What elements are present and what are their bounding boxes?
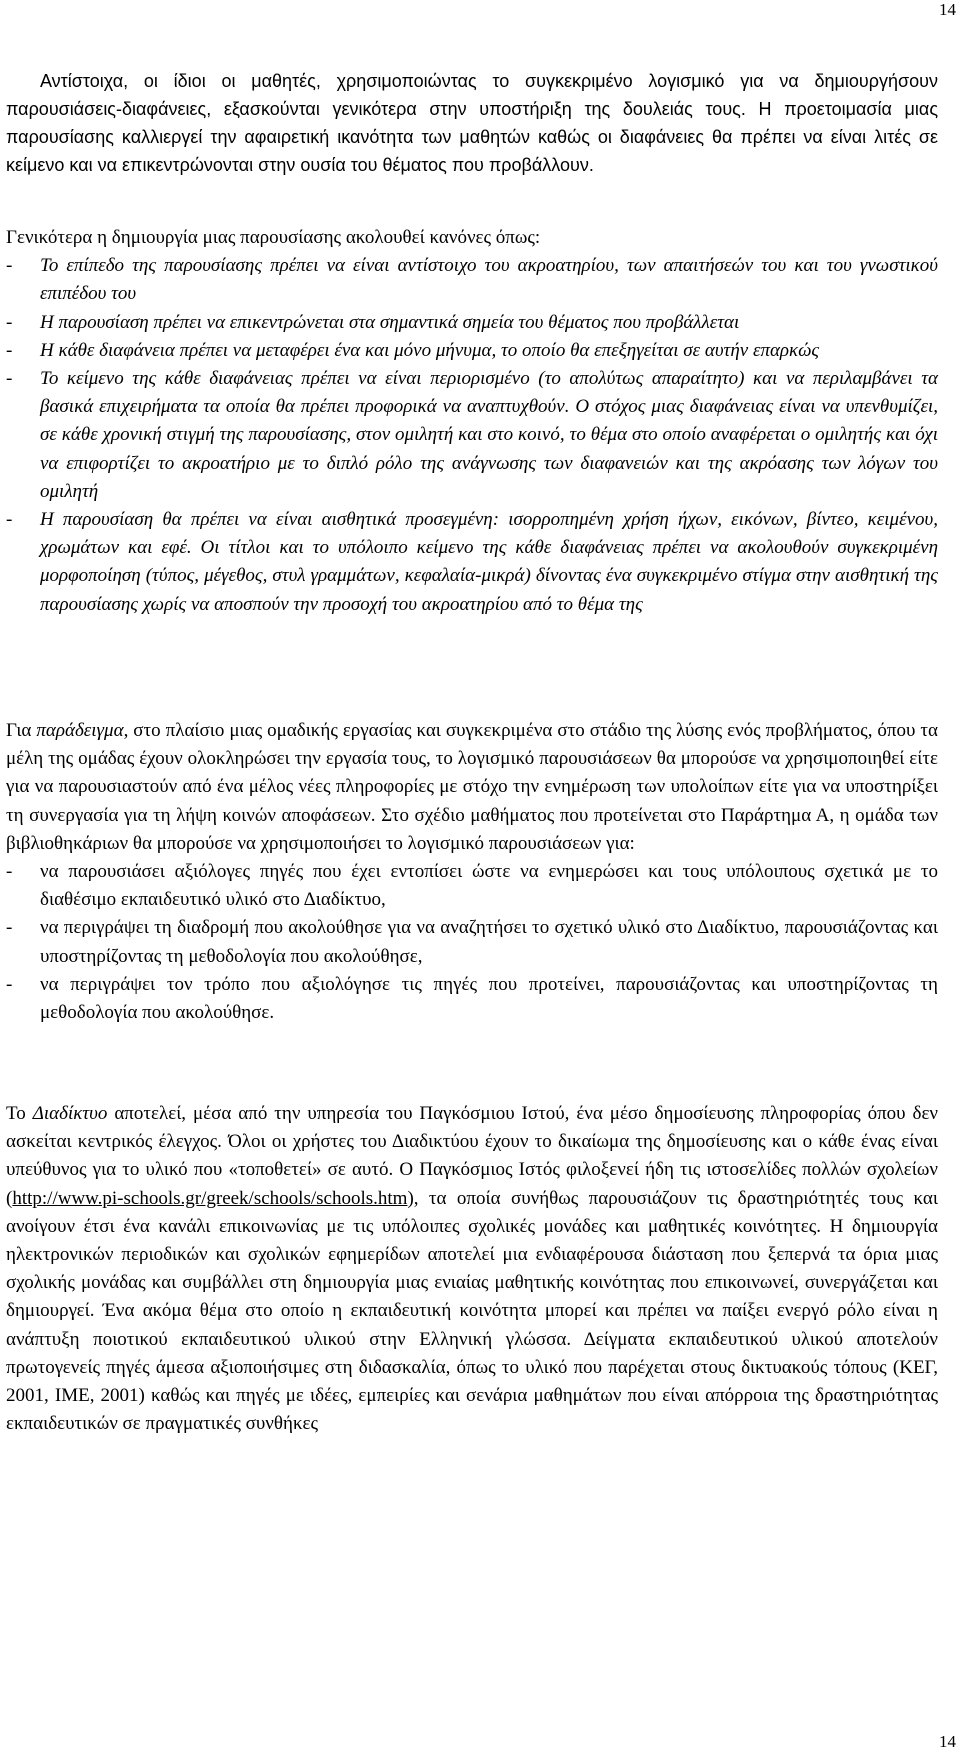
list-item: - να παρουσιάσει αξιόλογες πηγές που έχει εντοπίσει ώστε να ενημερώσει και τους υπόλοιπους σχετικά με το διαθέσιμο εκπαιδευτικό υλικό στο Διαδίκτυο,	[6, 858, 938, 914]
internet-italic: Διαδίκτυο	[32, 1103, 108, 1124]
example-section	[6, 717, 938, 1027]
intro-paragraph: Αντίστοιχα, οι ίδιοι οι μαθητές, χρησιμοποιώντας το συγκεκριμένο λογισμικό για να δημιουργήσουν παρουσιάσεις-διαφάνειες, εξασκούνται γενικότερα στην υποστήριξη της δουλειάς τους. Η προετοιμασία μιας παρουσίασης καλλιεργεί την αφαιρετική ικανότητα των μαθητών καθώς οι διαφάνειες θα πρέπει να είναι λιτές σε κείμενο και να επικεντρώνονται στην ουσία του θέματος που προβάλλουν.	[6, 71, 938, 175]
schools-link[interactable]: http://www.pi-schools.gr/greek/schools/schools.htm	[12, 1187, 408, 1209]
example-italic: παράδειγμα	[36, 720, 124, 741]
rule-text: Το κείμενο της κάθε διαφάνειας πρέπει να είναι περιορισμένο (το απολύτως απαραίτητο) και να περιλαμβάνει τα βασικά επιχειρήματα τα οποία θα πρέπει προφορικά να αναπτυχθούν. Ο στόχος μιας διαφάνειας είναι να υπενθυμίζει, σε κάθε χρονική στιγμή της παρουσίασης, στον ομιλητή και στο κοινό, το θέμα στο οποίο αναφέρεται ο ομιλητής και όχι να επιφορτίζει το ακροατήριο με το διπλό ρόλο της ανάγνωσης των διαφανειών και της ακρόασης των λόγων του ομιλητή	[40, 368, 938, 502]
example-paragraph: Για παράδειγμα, στο πλαίσιο μιας ομαδικής εργασίας και συγκεκριμένα στο στάδιο της λύσης ενός προβλήματος, όπου τα μέλη της ομάδας έχουν ολοκληρώσει την εργασία τους, το λογισμικό παρουσιάσεων θα μπορούσε να χρησιμοποιηθεί είτε για να παρουσιαστούν από ένα μέλος νέες πληροφορίες με στόχο την ενημέρωση των υπολοίπων είτε για να υποστηρίξει τη συνεργασία για τη λήψη κοινών αποφάσεων. Στο σχέδιο μαθήματος που προτείνεται στο Παράρτημα Α, η ομάδα των βιβλιοθηκάριων θα μπορούσε να χρησιμοποιήσει το λογισμικό παρουσιάσεων για:	[6, 720, 938, 854]
list-item: - Η παρουσίαση πρέπει να επικεντρώνεται στα σημαντικά σημεία του θέματος που προβάλλεται	[6, 309, 938, 337]
rules-lead: Γενικότερα η δημιουργία μιας παρουσίασης ακολουθεί κανόνες όπως:	[6, 227, 541, 248]
example-item-text: να παρουσιάσει αξιόλογες πηγές που έχει εντοπίσει ώστε να ενημερώσει και τους υπόλοιπους σχετικά με το διαθέσιμο εκπαιδευτικό υλικό στο Διαδίκτυο,	[40, 861, 938, 911]
list-item: - Το κείμενο της κάθε διαφάνειας πρέπει να είναι περιορισμένο (το απολύτως απαραίτητο) και να περιλαμβάνει τα βασικά επιχειρήματα τα οποία θα πρέπει προφορικά να αναπτυχθούν. Ο στόχος μιας διαφάνειας είναι να υπενθυμίζει, σε κάθε χρονική στιγμή της παρουσίασης, στον ομιλητή και στο κοινό, το θέμα στο οποίο αναφέρεται ο ομιλητής και όχι να επιφορτίζει το ακροατήριο με το διπλό ρόλο της ανάγνωσης των διαφανειών και της ακρόασης των λόγων του ομιλητή	[6, 365, 938, 506]
page-number-bottom: 14	[939, 1732, 956, 1751]
rule-text: Η παρουσίαση πρέπει να επικεντρώνεται στα σημαντικά σημεία του θέματος που προβάλλεται	[40, 311, 740, 333]
list-item: - να περιγράψει τη διαδρομή που ακολούθησε για να αναζητήσει το σχετικό υλικό στο Διαδίκτυο, παρουσιάζοντας και υποστηρίζοντας τη μεθοδολογία που ακολούθησε,	[6, 914, 938, 970]
rule-text: Η κάθε διαφάνεια πρέπει να μεταφέρει ένα και μόνο μήνυμα, το οποίο θα επεξηγείται σε αυτήν επαρκώς	[40, 339, 820, 361]
rule-text: Η παρουσίαση θα πρέπει να είναι αισθητικά προσεγμένη: ισορροπημένη χρήση ήχων, εικόνων, βίντεο, κειμένου, χρωμάτων και εφέ. Οι τίτλοι και το υπόλοιπο κείμενο της κάθε διαφάνειας πρέπει να ακολουθούν συγκεκριμένη μορφοποίηση (τύπος, μέγεθος, στυλ γραμμάτων, κεφαλαία-μικρά) δίνοντας ένα συγκεκριμένο στίγμα στην αισθητική της παρουσίασης χωρίς να αποσπούν την προσοχή του ακροατηρίου από το θέμα της	[40, 509, 938, 615]
page-number-top: 14	[939, 0, 956, 19]
list-item: - Το επίπεδο της παρουσίασης πρέπει να είναι αντίστοιχο του ακροατηρίου, των απαιτήσεών του και του γνωστικού επιπέδου του	[6, 252, 938, 308]
internet-paragraph: Το Διαδίκτυο αποτελεί, μέσα από την υπηρεσία του Παγκόσμιου Ιστού, ένα μέσο δημοσίευσης πληροφορίας όπου δεν ασκείται κεντρικός έλεγχος. Όλοι οι χρήστες του Διαδικτύου έχουν το δικαίωμα της δημοσίευσης και ο κάθε ένας είναι υπεύθυνος για το υλικό που «τοποθετεί» σε αυτό. Ο Παγκόσμιος Ιστός φιλοξενεί ήδη τις ιστοσελίδες πολλών σχολείων (http://www.pi-schools.gr/greek/schools/schools.htm), τα οποία συνήθως παρουσιάζουν τις δραστηριότητές τους και ανοίγουν έτσι ένα κανάλι επικοινωνίας με τις υπόλοιπες σχολικές μονάδες και μαθητικές κοινότητες. Η δημιουργία ηλεκτρονικών περιοδικών και σχολικών εφημερίδων αποτελεί μια ενδιαφέρουσα διάσταση που ξεπερνά τα όρια μιας σχολικής μονάδας και συμβάλλει στη δημιουργία μιας ενιαίας μαθητικής κοινότητας που επικοινωνεί, συνεργάζεται και δημιουργεί. Ένα ακόμα θέμα στο οποίο η εκπαιδευτική κοινότητα μπορεί και πρέπει να παίξει ενεργό ρόλο είναι η ανάπτυξη ποιοτικού εκπαιδευτικού υλικού στην Ελληνική γλώσσα. Δείγματα εκπαιδευτικού υλικού αποτελούν πρωτογενείς πηγές άμεσα αξιοποιήσιμες στη διδασκαλία, όπως το υλικό που παρέχεται στους δικτυακούς τόπους (ΚΕΓ, 2001, ΙΜΕ, 2001) καθώς και πηγές με ιδέες, εμπειρίες και σενάρια μαθημάτων που είναι απόρροια της δραστηριότητας εκπαιδευτικών σε πραγματικές συνθήκες	[6, 1103, 939, 1435]
rule-text: Το επίπεδο της παρουσίασης πρέπει να είναι αντίστοιχο του ακροατηρίου, των απαιτήσεών του και του γνωστικού επιπέδου του	[40, 255, 938, 305]
list-item: - να περιγράψει τον τρόπο που αξιολόγησε τις πηγές που προτείνει, παρουσιάζοντας και υποστηρίζοντας τη μεθοδολογία που ακολούθησε.	[6, 971, 938, 1027]
example-item-text: να περιγράψει τη διαδρομή που ακολούθησε για να αναζητήσει το σχετικό υλικό στο Διαδίκτυο, παρουσιάζοντας και υποστηρίζοντας τη μεθοδολογία που ακολούθησε,	[40, 917, 938, 967]
rules-section	[6, 224, 938, 619]
example-item-text: να περιγράψει τον τρόπο που αξιολόγησε τις πηγές που προτείνει, παρουσιάζοντας και υποστηρίζοντας τη μεθοδολογία που ακολούθησε.	[40, 973, 938, 1024]
list-item: - Η παρουσίαση θα πρέπει να είναι αισθητικά προσεγμένη: ισορροπημένη χρήση ήχων, εικόνων, βίντεο, κειμένου, χρωμάτων και εφέ. Οι τίτλοι και το υπόλοιπο κείμενο της κάθε διαφάνειας πρέπει να ακολουθούν συγκεκριμένη μορφοποίηση (τύπος, μέγεθος, στυλ γραμμάτων, κεφαλαία-μικρά) δίνοντας ένα συγκεκριμένο στίγμα στην αισθητική της παρουσίασης χωρίς να αποσπούν την προσοχή του ακροατηρίου από το θέμα της	[6, 506, 938, 619]
list-item: - Η κάθε διαφάνεια πρέπει να μεταφέρει ένα και μόνο μήνυμα, το οποίο θα επεξηγείται σε αυτήν επαρκώς	[6, 337, 938, 365]
